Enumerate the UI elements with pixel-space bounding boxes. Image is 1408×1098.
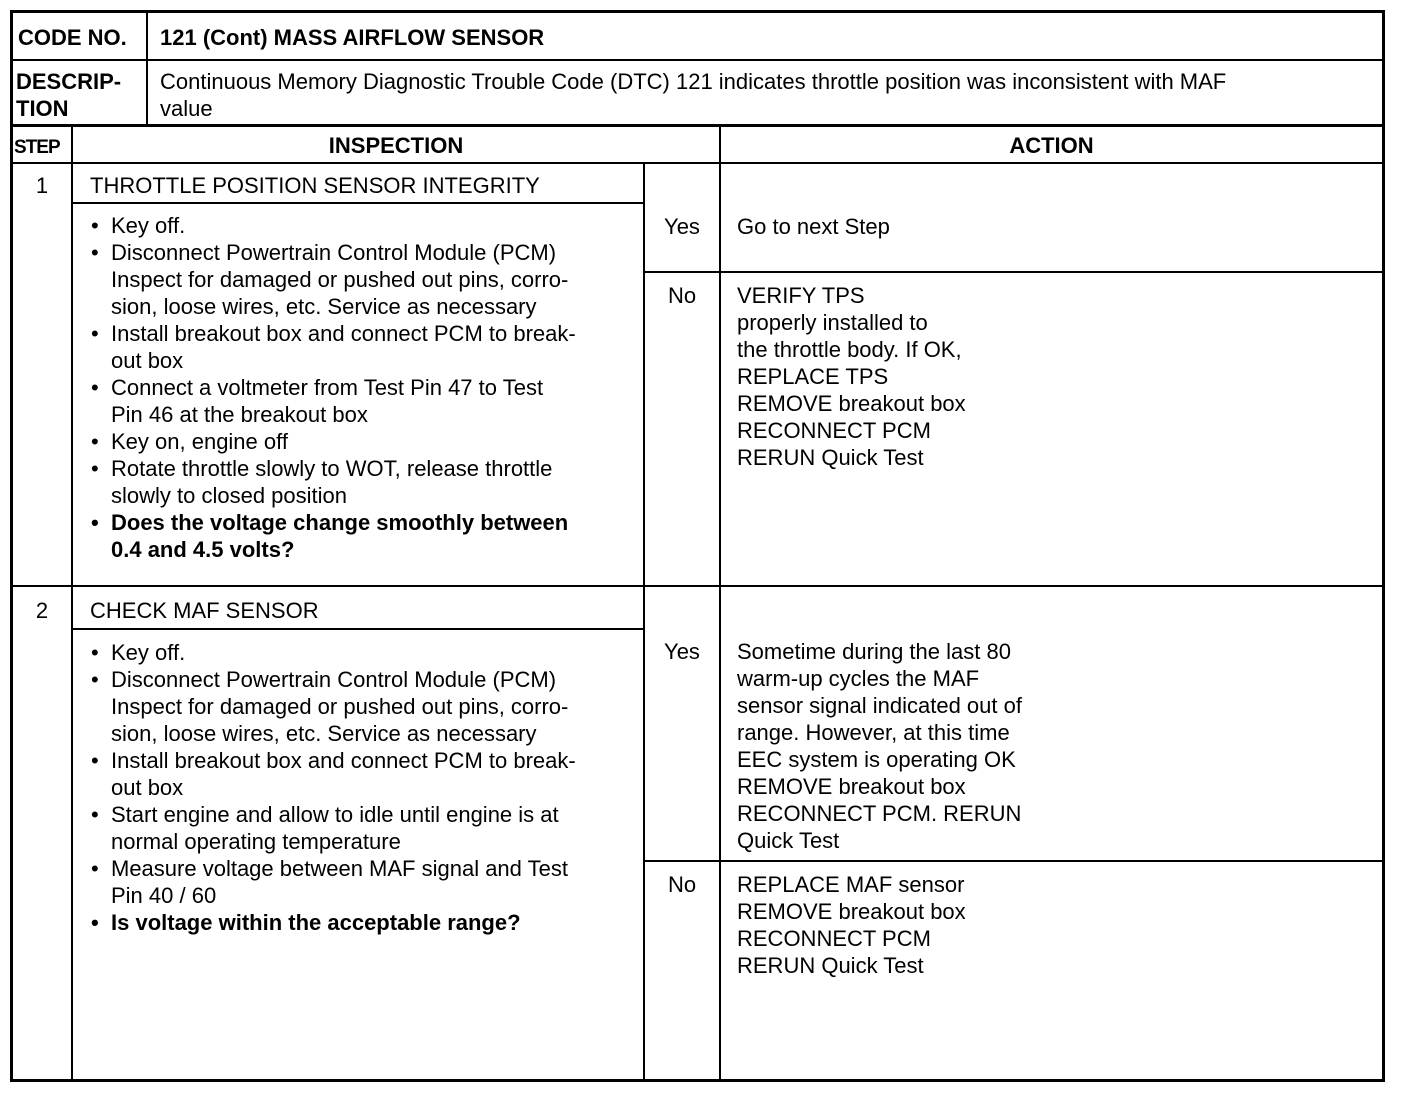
inspection-item: • Key off. xyxy=(87,212,576,239)
inspection-list xyxy=(87,212,576,563)
inspection-item: • Key off. xyxy=(87,639,576,666)
description-label-line-2: TION xyxy=(16,96,69,121)
no-label: No xyxy=(667,283,697,308)
column-header-action: ACTION xyxy=(1009,133,1094,158)
code-label: CODE NO. xyxy=(18,25,127,50)
description-text-line-1: Continuous Memory Diagnostic Trouble Code (DTC) 121 indicates throttle position was inconsistent with MAF xyxy=(160,69,1227,94)
description-label-line-1: DESCRIP- xyxy=(16,69,122,94)
step-number: 1 xyxy=(35,173,49,198)
step-title: CHECK MAF SENSOR xyxy=(90,598,319,623)
inspection-item: • Rotate throttle slowly to WOT, release throttle slowly to closed position xyxy=(87,455,576,509)
inspection-item: • Disconnect Powertrain Control Module (PCM) Inspect for damaged or pushed out pins, corro- sion, loose wires, etc. Service as necessary xyxy=(87,239,576,320)
inspection-item: • Start engine and allow to idle until engine is at normal operating temperature xyxy=(87,801,576,855)
no-action: REPLACE MAF sensor REMOVE breakout box RECONNECT PCM RERUN Quick Test xyxy=(737,872,966,978)
column-header-step: STEP xyxy=(14,137,60,158)
inspection-item: • Connect a voltmeter from Test Pin 47 to Test Pin 46 at the breakout box xyxy=(87,374,576,428)
inspection-list xyxy=(87,639,576,936)
description-text-line-2: value xyxy=(160,96,213,121)
step-number: 2 xyxy=(35,598,49,623)
code-value: 121 (Cont) MASS AIRFLOW SENSOR xyxy=(160,25,545,50)
column-header-inspection: INSPECTION xyxy=(328,133,464,158)
inspection-question: • Is voltage within the acceptable range? xyxy=(87,909,576,936)
inspection-item: • Key on, engine off xyxy=(87,428,576,455)
inspection-item: • Install breakout box and connect PCM to break- out box xyxy=(87,747,576,801)
yes-label: Yes xyxy=(664,639,700,664)
yes-action: Sometime during the last 80 warm-up cycles the MAF sensor signal indicated out of range. However, at this time EEC system is operating OK REMOVE breakout box RECONNECT PCM. RERUN Quick Test xyxy=(737,639,1022,853)
yes-action: Go to next Step xyxy=(737,214,890,239)
inspection-item: • Install breakout box and connect PCM to break- out box xyxy=(87,320,576,374)
inspection-item: • Measure voltage between MAF signal and Test Pin 40 / 60 xyxy=(87,855,576,909)
inspection-question: • Does the voltage change smoothly between 0.4 and 4.5 volts? xyxy=(87,509,576,563)
inspection-item: • Disconnect Powertrain Control Module (PCM) Inspect for damaged or pushed out pins, corro- sion, loose wires, etc. Service as necessary xyxy=(87,666,576,747)
no-label: No xyxy=(667,872,697,897)
no-action: VERIFY TPS properly installed to the throttle body. If OK, REPLACE TPS REMOVE breakout box RECONNECT PCM RERUN Quick Test xyxy=(737,283,966,470)
step-title: THROTTLE POSITION SENSOR INTEGRITY xyxy=(90,173,540,198)
yes-label: Yes xyxy=(664,214,700,239)
